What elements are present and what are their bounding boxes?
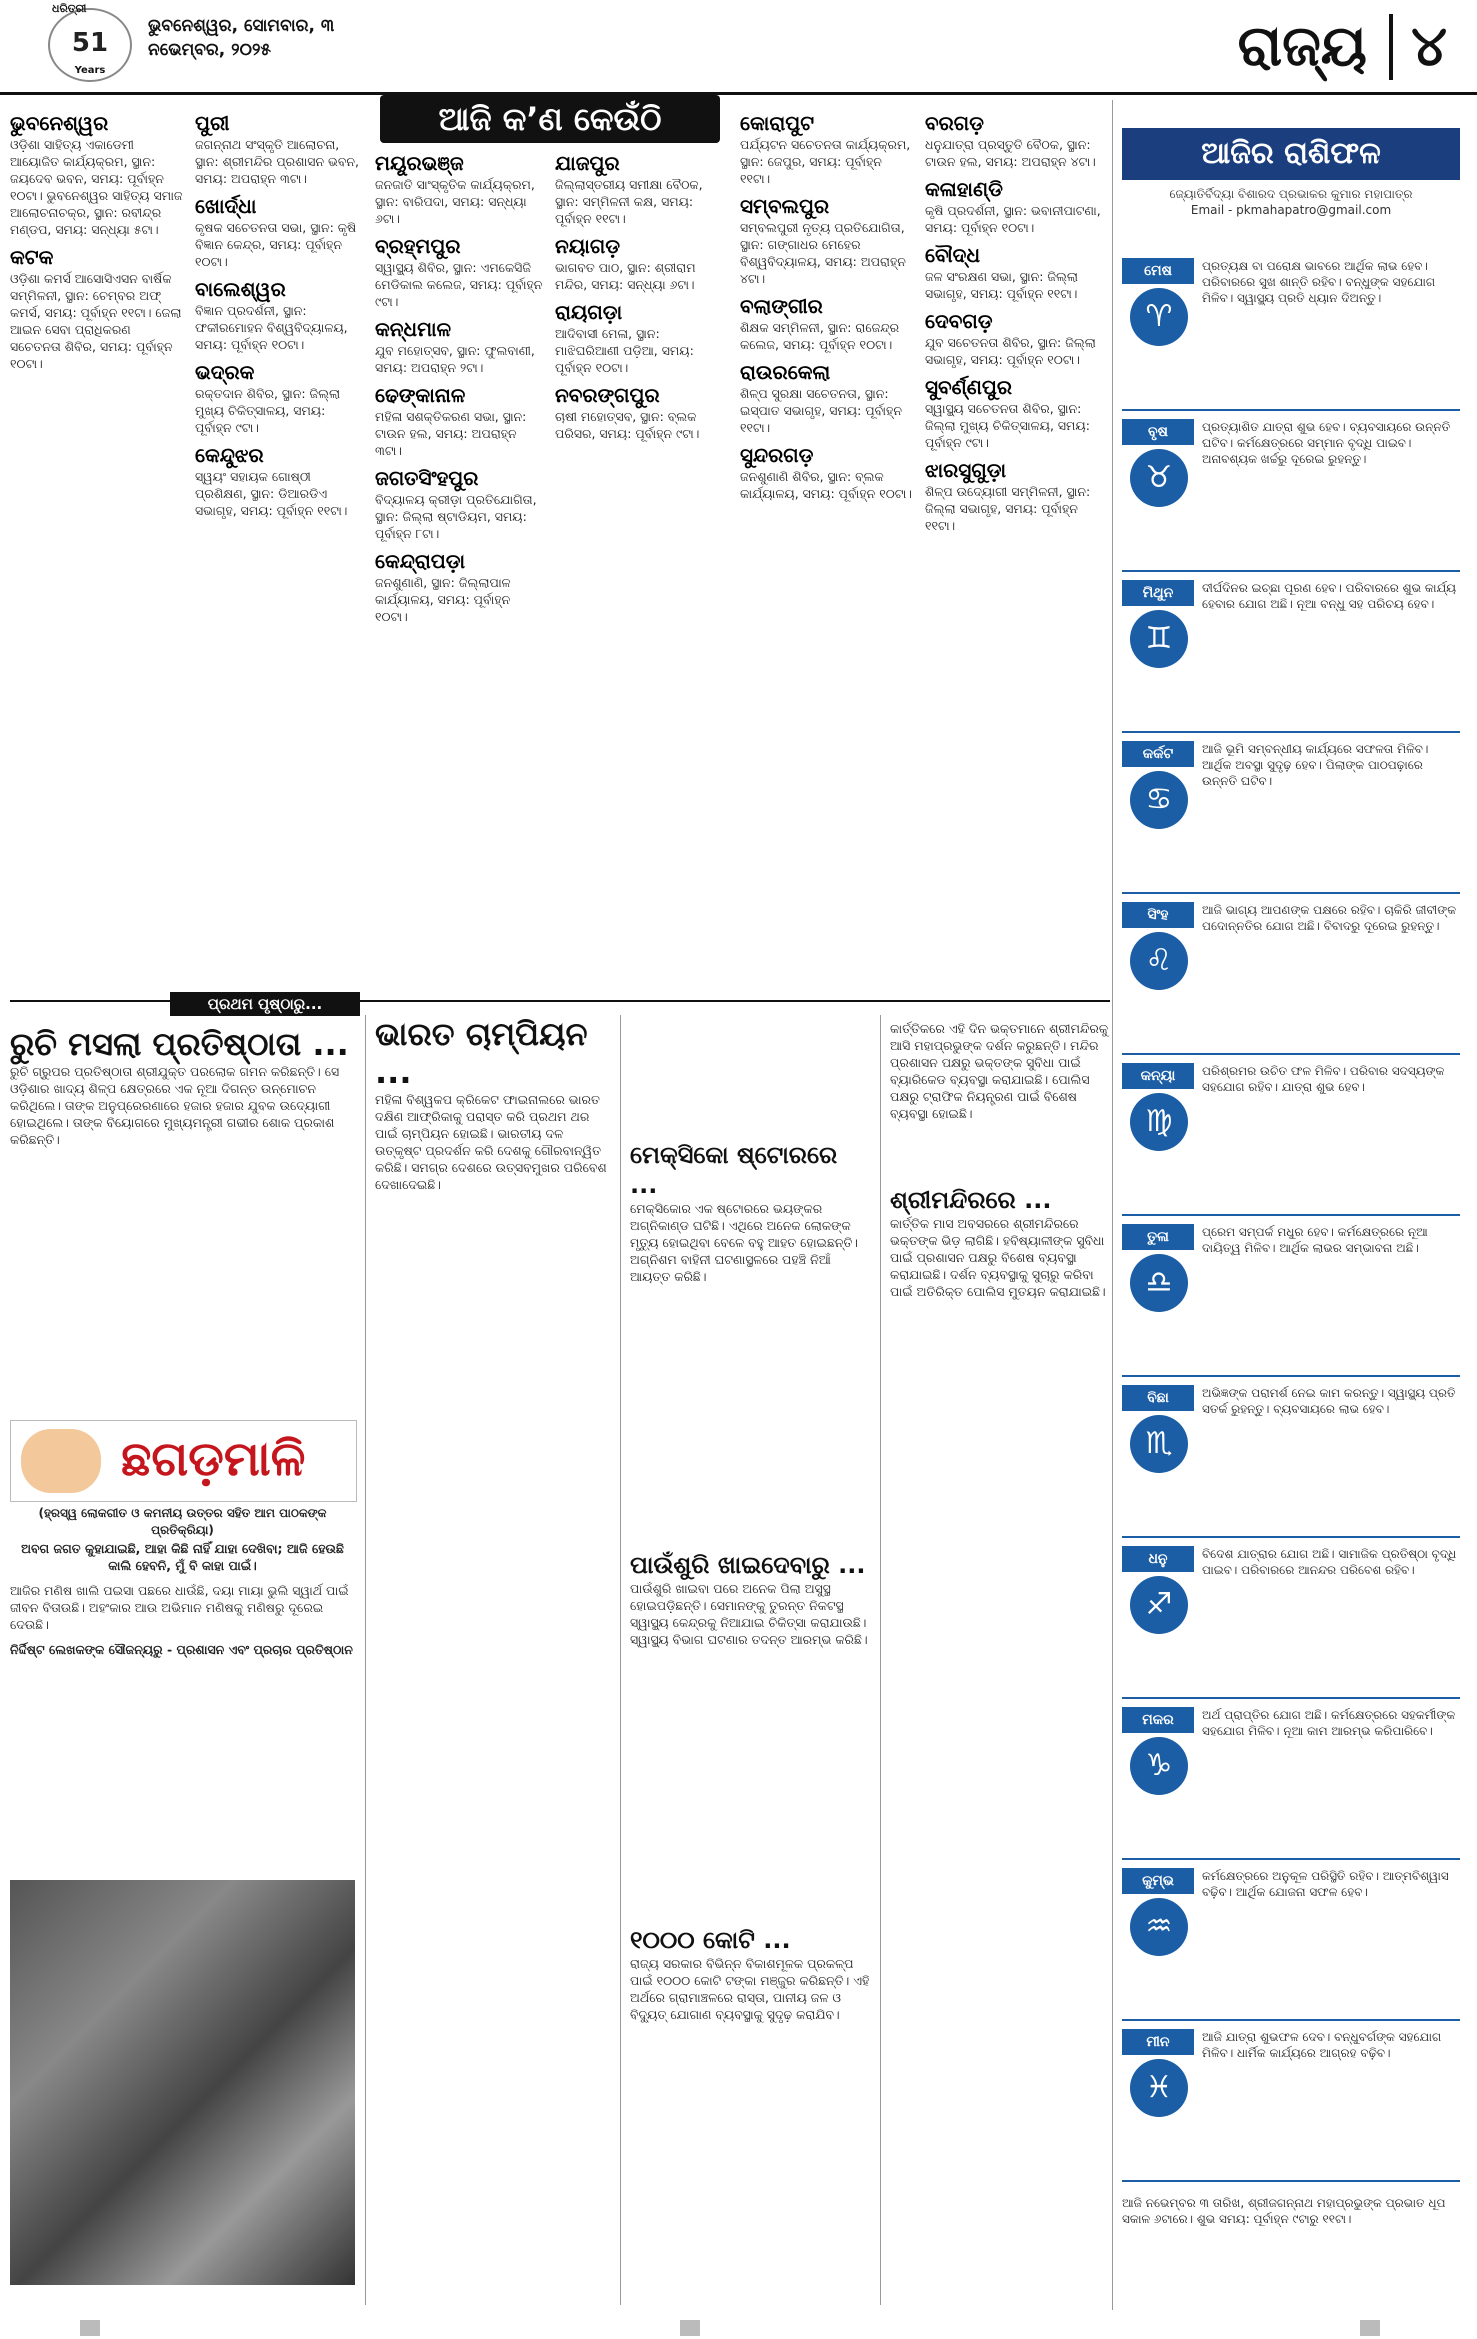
article-body: ରାଜ୍ୟ ସରକାର ବିଭିନ୍ନ ବିକାଶମୂଳକ ପ୍ରକଳ୍ପ ପାଇଁ ୧୦୦୦ କୋଟି ଟଙ୍କା ମଞ୍ଜୁର କରିଛନ୍ତି। ଏହି ଅର୍ଥରେ ଗ୍ରାମାଞ୍ଚଳରେ ରାସ୍ତା, ପାନୀୟ ଜଳ ଓ ବିଦ୍ୟୁତ୍ ଯୋଗାଣ ବ୍ୟବସ୍ଥାକୁ ସୁଦୃଢ଼ କରାଯିବ। [630, 1956, 870, 2022]
zodiac-sign-name: ମୀନ [1122, 2029, 1194, 2055]
logo-number: 51 [71, 28, 109, 58]
astrologer-name: ଜ୍ୟୋତିର୍ବିଦ୍ୟା ବିଶାରଦ ପ୍ରଭାକର କୁମାର ମହାପାତ୍ର [1169, 187, 1413, 201]
events-col-4 [555, 150, 725, 442]
event-heading: କେନ୍ଦୁଝର [195, 443, 264, 467]
zodiac-forecast: ଆଜି ଯାତ୍ରା ଶୁଭଫଳ ଦେବ। ବନ୍ଧୁବର୍ଗଙ୍କ ସହଯୋଗ ମିଳିବ। ଧାର୍ମିକ କାର୍ଯ୍ୟରେ ଆଗ୍ରହ ବଢ଼ିବ। [1202, 2030, 1442, 2060]
zodiac-symbol-icon: ♊ [1130, 610, 1188, 668]
rashifal-title: ଆଜିର ରାଶିଫଳ [1122, 128, 1460, 180]
event-body: ବିଜ୍ଞାନ ପ୍ରଦର୍ଶନୀ, ସ୍ଥାନ: ଫକୀରମୋହନ ବିଶ୍ୱବିଦ୍ୟାଳୟ, ସମୟ: ପୂର୍ବାହ୍ନ ୧୦ଟା। [195, 303, 348, 352]
zodiac-separator [1122, 1375, 1460, 1377]
article-koti [630, 1925, 870, 2023]
zodiac-sign-name: ବିଛା [1122, 1385, 1194, 1411]
event-heading: ମୟୂରଭଞ୍ଜ [375, 151, 464, 175]
event-body: ଶିକ୍ଷକ ସମ୍ମିଳନୀ, ସ୍ଥାନ: ରାଜେନ୍ଦ୍ର କଲେଜ, ସମୟ: ପୂର୍ବାହ୍ନ ୧୦ଟା। [740, 320, 900, 352]
event-heading: ବଲାଙ୍ଗୀର [740, 294, 823, 318]
article-title: ଭାରତ ଚାମ୍ପିୟନ ... [375, 1015, 588, 1091]
zodiac-forecast: ଦୀର୍ଘଦିନର ଇଚ୍ଛା ପୂରଣ ହେବ। ପରିବାରରେ ଶୁଭ କାର୍ଯ୍ୟ ହେବାର ଯୋଗ ଅଛି। ନୂଆ ବନ୍ଧୁ ସହ ପରିଚୟ ହେବ। [1202, 581, 1457, 611]
zodiac-symbol-icon: ♏ [1130, 1415, 1188, 1473]
event-body: ଆଦିବାସୀ ମେଳା, ସ୍ଥାନ: ମାଝିଘରିଆଣୀ ପଡ଼ିଆ, ସମୟ: ପୂର୍ବାହ୍ନ ୧୦ଟା। [555, 326, 694, 375]
almanac: ଆଜି ନଭେମ୍ବର ୩ ତାରିଖ, ଶ୍ରୀଜଗନ୍ନାଥ ମହାପ୍ରଭୁଙ୍କ ପ୍ରଭାତ ଧୂପ ସକାଳ ୬ଟାରେ। ଶୁଭ ସମୟ: ପୂର୍ବାହ୍ନ ୯ଟାରୁ ୧୧ଟା। [1122, 2196, 1446, 2226]
newspaper-logo [48, 8, 132, 82]
zodiac-separator [1122, 1858, 1460, 1860]
article-mexico [630, 1140, 870, 1285]
event-body: ସ୍ୱାସ୍ଥ୍ୟ ଶିବିର, ସ୍ଥାନ: ଏମକେସିଜି ମେଡିକାଲ କଲେଜ, ସମୟ: ପୂର୍ବାହ୍ନ ୯ଟା। [375, 260, 543, 309]
zodiac-forecast: ପରିଶ୍ରମର ଉଚିତ ଫଳ ମିଳିବ। ପରିବାର ସଦସ୍ୟଙ୍କ ସହଯୋଗ ରହିବ। ଯାତ୍ରା ଶୁଭ ହେବ। [1202, 1064, 1445, 1094]
events-col-6 [925, 110, 1105, 534]
article-panthuri [630, 1550, 870, 1648]
events-banner: ଆଜି କ’ଣ କେଉଁଠି [380, 95, 720, 143]
zodiac-symbol-icon: ♑ [1130, 1737, 1188, 1795]
event-body: ଜିଲ୍ଲାସ୍ତରୀୟ ସମୀକ୍ଷା ବୈଠକ, ସ୍ଥାନ: ସମ୍ମିଳନୀ କକ୍ଷ, ସମୟ: ପୂର୍ବାହ୍ନ ୧୧ଟା। [555, 177, 703, 226]
event-heading: ନବରଙ୍ଗପୁର [555, 383, 660, 407]
event-heading: ନୟାଗଡ଼ [555, 234, 621, 258]
article-ruchi [10, 1025, 355, 1148]
zodiac-sign-name: ସିଂହ [1122, 902, 1194, 928]
zodiac-separator [1122, 892, 1460, 894]
zodiac-sign-name: ତୁଳା [1122, 1224, 1194, 1250]
event-heading: ବାଲେଶ୍ୱର [195, 277, 286, 301]
event-heading: ରାଉରକେଲା [740, 360, 831, 384]
column-rule [620, 1015, 621, 2305]
zodiac-forecast: ପ୍ରତ୍ୟାଶିତ ଯାତ୍ରା ଶୁଭ ହେବ। ବ୍ୟବସାୟରେ ଉନ୍ନତି ଘଟିବ। କର୍ମକ୍ଷେତ୍ରରେ ସମ୍ମାନ ବୃଦ୍ଧି ପାଇବ। ଅନାବଶ୍ୟକ ଖର୍ଚ୍ଚରୁ ଦୂରେଇ ରୁହନ୍ତୁ। [1202, 420, 1451, 466]
zodiac-separator [1122, 1536, 1460, 1538]
zodiac-forecast: କର୍ମକ୍ଷେତ୍ରରେ ଅନୁକୂଳ ପରିସ୍ଥିତି ରହିବ। ଆତ୍ମବିଶ୍ୱାସ ବଢ଼ିବ। ଆର୍ଥିକ ଯୋଜନା ସଫଳ ହେବ। [1202, 1869, 1449, 1899]
satellite-image [10, 1880, 355, 2285]
article-champion [375, 1015, 610, 1193]
continued-label: ପ୍ରଥମ ପୃଷ୍ଠାରୁ... [170, 992, 360, 1016]
zodiac-sign-name: ମେଷ [1122, 258, 1194, 284]
event-body: ସମ୍ବଲପୁରୀ ନୃତ୍ୟ ପ୍ରତିଯୋଗିତା, ସ୍ଥାନ: ଗଙ୍ଗାଧର ମେହେର ବିଶ୍ୱବିଦ୍ୟାଳୟ, ସମୟ: ଅପରାହ୍ନ ୪ଟା। [740, 220, 906, 286]
chagamali-footer: ନିର୍ଦ୍ଦିଷ୍ଟ ଲେଖକଙ୍କ ସୌଜନ୍ୟରୁ - ପ୍ରଶାସନ ଏବଂ ପ୍ରଚାର ପ୍ରତିଷ୍ଠାନ [10, 1642, 353, 1657]
event-heading: ଜଗତସିଂହପୁର [375, 466, 479, 490]
zodiac-separator [1122, 2019, 1460, 2021]
event-heading: ଝାରସୁଗୁଡ଼ା [925, 458, 1007, 482]
event-body: ସ୍ୱୟଂ ସହାୟକ ଗୋଷ୍ଠୀ ପ୍ରଶିକ୍ଷଣ, ସ୍ଥାନ: ଡିଆରଡିଏ ସଭାଗୃହ, ସମୟ: ପୂର୍ବାହ୍ନ ୧୧ଟା। [195, 469, 348, 518]
zodiac-symbol-icon: ♈ [1130, 288, 1188, 346]
chagamali-body [10, 1540, 355, 1658]
cartoon-face-icon [21, 1429, 101, 1493]
article-right-col: କାର୍ତ୍ତିକରେ ଏହି ଦିନ ଭକ୍ତମାନେ ଶ୍ରୀମନ୍ଦିରକୁ ଆସି ମହାପ୍ରଭୁଙ୍କ ଦର୍ଶନ କରୁଛନ୍ତି। ମନ୍ଦିର ପ୍ରଶାସନ ପକ୍ଷରୁ ଭକ୍ତଙ୍କ ସୁବିଧା ପାଇଁ ବ୍ୟାରିକେଡ ବ୍ୟବସ୍ଥା କରାଯାଇଛି। ପୋଲିସ ପକ୍ଷରୁ ଟ୍ରାଫିକ ନିୟନ୍ତ୍ରଣ ପାଇଁ ବିଶେଷ ବ୍ୟବସ୍ଥା ହୋଇଛି। [890, 1021, 1109, 1121]
chagamali-verse: ଅବଗ ଜଗତ କୁହାଯାଇଛି, ଆହା କିଛି ନାହିଁ ଯାହା ଦେଖିବା; ଆଜି ହେଉଛି କାଲି ହେବନି, ମୁଁ ବି କାହା ପାଇଁ। [21, 1541, 344, 1573]
event-body: ଶିଳ୍ପ ସୁରକ୍ଷା ସଚେତନତା, ସ୍ଥାନ: ଇସ୍ପାତ ସଭାଗୃହ, ସମୟ: ପୂର୍ବାହ୍ନ ୧୧ଟା। [740, 386, 902, 435]
column-rule [365, 1015, 366, 2305]
event-heading: କନ୍ଧମାଳ [375, 317, 452, 341]
article-title: ମେକ୍ସିକୋ ଷ୍ଟୋରରେ ... [630, 1141, 838, 1199]
zodiac-symbol-icon: ♓ [1130, 2059, 1188, 2117]
zodiac-sign-name: ଧନୁ [1122, 1546, 1194, 1572]
zodiac-sign-name: ମକର [1122, 1707, 1194, 1733]
zodiac-forecast: ଆଜି ଭୂମି ସମ୍ବନ୍ଧୀୟ କାର୍ଯ୍ୟରେ ସଫଳତା ମିଳିବ। ଆର୍ଥିକ ଅବସ୍ଥା ସୁଦୃଢ଼ ହେବ। ପିଲାଙ୍କ ପାଠପଢ଼ାରେ ଉନ୍ନତି ଘଟିବ। [1202, 742, 1429, 788]
article-body: ମହିଳା ବିଶ୍ୱକପ କ୍ରିକେଟ ଫାଇନାଲରେ ଭାରତ ଦକ୍ଷିଣ ଆଫ୍ରିକାକୁ ପରାସ୍ତ କରି ପ୍ରଥମ ଥର ପାଇଁ ଚାମ୍ପିୟନ ହୋଇଛି। ଭାରତୀୟ ଦଳ ଉତ୍କୃଷ୍ଟ ପ୍ରଦର୍ଶନ କରି ଦେଶକୁ ଗୌରବାନ୍ୱିତ କରିଛି। ସମଗ୍ର ଦେଶରେ ଉତ୍ସବମୁଖର ପରିବେଶ ଦେଖାଦେଇଛି। [375, 1092, 607, 1192]
event-body: ସ୍ୱାସ୍ଥ୍ୟ ସଚେତନତା ଶିବିର, ସ୍ଥାନ: ଜିଲ୍ଲା ମୁଖ୍ୟ ଚିକିତ୍ସାଳୟ, ସମୟ: ପୂର୍ବାହ୍ନ ୯ଟା। [925, 401, 1090, 450]
zodiac-symbol-icon: ♒ [1130, 1898, 1188, 1956]
event-heading: ବ୍ରହ୍ମପୁର [375, 234, 461, 258]
column-rule [1112, 100, 1113, 2310]
event-body: ଭାଗବତ ପାଠ, ସ୍ଥାନ: ଶ୍ରୀରାମ ମନ୍ଦିର, ସମୟ: ସନ୍ଧ୍ୟା ୬ଟା। [555, 260, 696, 292]
event-heading: ବୌଦ୍ଧ [925, 243, 980, 267]
zodiac-symbol-icon: ♎ [1130, 1254, 1188, 1312]
column-rule [880, 1015, 881, 2305]
reg-mark [680, 2320, 700, 2336]
events-col-1 [10, 110, 185, 372]
event-body: କୃଷକ ସଚେତନତା ସଭା, ସ୍ଥାନ: କୃଷି ବିଜ୍ଞାନ କେନ୍ଦ୍ର, ସମୟ: ପୂର୍ବାହ୍ନ ୧୦ଟା। [195, 220, 357, 269]
article-body: କାର୍ତ୍ତିକ ମାସ ଅବସରରେ ଶ୍ରୀମନ୍ଦିରରେ ଭକ୍ତଙ୍କ ଭିଡ଼ ଲାଗିଛି। ହବିଷ୍ୟାଳୀଙ୍କ ସୁବିଧା ପାଇଁ ପ୍ରଶାସନ ପକ୍ଷରୁ ବିଶେଷ ବ୍ୟବସ୍ଥା କରାଯାଇଛି। ଦର୍ଶନ ବ୍ୟବସ୍ଥାକୁ ସୁଚାରୁ କରିବା ପାଇଁ ଅତିରିକ୍ତ ପୋଲିସ ମୁତୟନ କରାଯାଇଛି। [890, 1216, 1106, 1299]
zodiac-separator [1122, 570, 1460, 572]
event-body: ଓଡ଼ିଶା ସାହିତ୍ୟ ଏକାଡେମୀ ଆୟୋଜିତ କାର୍ଯ୍ୟକ୍ରମ, ସ୍ଥାନ: ଜୟଦେବ ଭବନ, ସମୟ: ପୂର୍ବାହ୍ନ ୧୦ଟା। ଭୁବନେଶ୍ୱର ସାହିତ୍ୟ ସମାଜ ଆଲୋଚନାଚକ୍ର, ସ୍ଥାନ: ରବୀନ୍ଦ୍ର ମଣ୍ଡପ, ସମୟ: ସନ୍ଧ୍ୟା ୫ଟା। [10, 137, 183, 237]
zodiac-sign-name: ମିଥୁନ [1122, 580, 1194, 606]
zodiac-separator [1122, 731, 1460, 733]
chagamali-title: ଛଗଡ଼ମାଳି [121, 1431, 306, 1487]
event-body: ଓଡ଼ିଶା କମର୍ସ ଆସୋସିଏସନ ବାର୍ଷିକ ସମ୍ମିଳନୀ, ସ୍ଥାନ: ଚେମ୍ବର ଅଫ୍ କମର୍ସ, ସମୟ: ପୂର୍ବାହ୍ନ ୧୧ଟା। ଜେଲା ଆଇନ ସେବା ପ୍ରାଧିକରଣ ସଚେତନତା ଶିବିର, ସମୟ: ପୂର୍ବାହ୍ନ ୧୦ଟା। [10, 271, 182, 371]
astrologer-email: Email - pkmahapatro@gmail.com [1190, 203, 1392, 217]
event-heading: ଭଦ୍ରକ [195, 360, 255, 384]
logo-text: ଧରିତ୍ରୀ [52, 2, 87, 15]
event-heading: ପୁରୀ [195, 111, 230, 135]
reg-mark [80, 2320, 100, 2336]
rashifal-byline [1122, 186, 1460, 218]
article-title: ପାଉଁଶୁରି ଖାଇଦେବାରୁ ... [630, 1551, 866, 1579]
events-col-3 [375, 150, 545, 625]
event-heading: କେନ୍ଦ୍ରାପଡ଼ା [375, 549, 466, 573]
zodiac-symbol-icon: ♋ [1130, 771, 1188, 829]
event-body: ଯୁବ ସଚେତନତା ଶିବିର, ସ୍ଥାନ: ଜିଲ୍ଲା ସଭାଗୃହ, ସମୟ: ପୂର୍ବାହ୍ନ ୧୦ଟା। [925, 335, 1096, 367]
event-heading: ଦେବଗଡ଼ [925, 309, 993, 333]
event-body: କୃଷି ପ୍ରଦର୍ଶନୀ, ସ୍ଥାନ: ଭବାନୀପାଟଣା, ସମୟ: ପୂର୍ବାହ୍ନ ୧୦ଟା। [925, 203, 1101, 235]
zodiac-symbol-icon: ♍ [1130, 1093, 1188, 1151]
zodiac-sign-name: ବୃଷ [1122, 419, 1194, 445]
logo-years: Years [74, 65, 106, 76]
event-heading: ରାୟଗଡ଼ା [555, 300, 623, 324]
zodiac-separator [1122, 1053, 1460, 1055]
event-heading: ଖୋର୍ଦ୍ଧା [195, 194, 257, 218]
events-col-5 [740, 110, 915, 502]
zodiac-sign-name: କର୍କଟ [1122, 741, 1194, 767]
zodiac-forecast: ଅଭିଜ୍ଞଙ୍କ ପରାମର୍ଶ ନେଇ କାମ କରନ୍ତୁ। ସ୍ୱାସ୍ଥ୍ୟ ପ୍ରତି ସତର୍କ ରୁହନ୍ତୁ। ବ୍ୟବସାୟରେ ଲାଭ ହେବ। [1202, 1386, 1456, 1416]
article-body: ମେକ୍ସିକୋର ଏକ ଷ୍ଟୋରରେ ଭୟଙ୍କର ଅଗ୍ନିକାଣ୍ଡ ଘଟିଛି। ଏଥିରେ ଅନେକ ଲୋକଙ୍କ ମୃତ୍ୟୁ ହୋଇଥିବା ବେଳେ ବହୁ ଆହତ ହୋଇଛନ୍ତି। ଅଗ୍ନିଶମ ବାହିନୀ ଘଟଣାସ୍ଥଳରେ ପହଞ୍ଚି ନିଆଁ ଆୟତ୍ତ କରିଛି। [630, 1201, 859, 1284]
event-body: ଜଗନ୍ନାଥ ସଂସ୍କୃତି ଆଲୋଚନା, ସ୍ଥାନ: ଶ୍ରୀମନ୍ଦିର ପ୍ରଶାସନ ଭବନ, ସମୟ: ଅପରାହ୍ନ ୩ଟା। [195, 137, 359, 186]
event-heading: କଟକ [10, 245, 54, 269]
event-heading: ଢେଙ୍କାନାଳ [375, 383, 466, 407]
zodiac-separator [1122, 1697, 1460, 1699]
event-body: ଜନଜାତି ସାଂସ୍କୃତିକ କାର୍ଯ୍ୟକ୍ରମ, ସ୍ଥାନ: ବାରିପଦା, ସମୟ: ସନ୍ଧ୍ୟା ୬ଟା। [375, 177, 535, 226]
event-body: ରକ୍ତଦାନ ଶିବିର, ସ୍ଥାନ: ଜିଲ୍ଲା ମୁଖ୍ୟ ଚିକିତ୍ସାଳୟ, ସମୟ: ପୂର୍ବାହ୍ନ ୯ଟା। [195, 386, 341, 435]
zodiac-separator [1122, 2180, 1460, 2182]
zodiac-forecast: ବିଦେଶ ଯାତ୍ରାର ଯୋଗ ଅଛି। ସାମାଜିକ ପ୍ରତିଷ୍ଠା ବୃଦ୍ଧି ପାଇବ। ପରିବାରରେ ଆନନ୍ଦର ପରିବେଶ ରହିବ। [1202, 1547, 1457, 1577]
event-heading: କଳାହାଣ୍ଡି [925, 177, 1003, 201]
article-body: ପାଉଁଶୁରି ଖାଇବା ପରେ ଅନେକ ପିଲା ଅସୁସ୍ଥ ହୋଇପଡ଼ିଛନ୍ତି। ସେମାନଙ୍କୁ ତୁରନ୍ତ ନିକଟସ୍ଥ ସ୍ୱାସ୍ଥ୍ୟ କେନ୍ଦ୍ରକୁ ନିଆଯାଇ ଚିକିତ୍ସା କରାଯାଉଛି। ସ୍ୱାସ୍ଥ୍ୟ ବିଭାଗ ଘଟଣାର ତଦନ୍ତ ଆରମ୍ଭ କରିଛି। [630, 1581, 868, 1647]
event-body: ଯୁବ ମହୋତ୍ସବ, ସ୍ଥାନ: ଫୁଲବାଣୀ, ସମୟ: ଅପରାହ୍ନ ୨ଟା। [375, 343, 535, 375]
event-body: ବିଦ୍ୟାଳୟ କ୍ରୀଡ଼ା ପ୍ରତିଯୋଗିତା, ସ୍ଥାନ: ଜିଲ୍ଲା ଷ୍ଟାଡିୟମ, ସମୟ: ପୂର୍ବାହ୍ନ ୮ଟା। [375, 492, 537, 541]
zodiac-symbol-icon: ♐ [1130, 1576, 1188, 1634]
event-body: ଜନଶୁଣାଣି ଶିବିର, ସ୍ଥାନ: ବ୍ଲକ କାର୍ଯ୍ୟାଳୟ, ସମୟ: ପୂର୍ବାହ୍ନ ୧୦ଟା। [740, 469, 912, 501]
zodiac-separator [1122, 409, 1460, 411]
section-title: ରାଜ୍ୟ [1237, 14, 1367, 79]
zodiac-symbol-icon: ♌ [1130, 932, 1188, 990]
page-number: ୪ [1389, 14, 1447, 80]
zodiac-sign-name: କୁମ୍ଭ [1122, 1868, 1194, 1894]
zodiac-symbol-icon: ♉ [1130, 449, 1188, 507]
article-title: ଶ୍ରୀମନ୍ଦିରରେ ... [890, 1186, 1052, 1214]
event-heading: ସୁବର୍ଣ୍ଣପୁର [925, 375, 1013, 399]
event-heading: କୋରାପୁଟ [740, 111, 815, 135]
zodiac-forecast: ଆଜି ଭାଗ୍ୟ ଆପଣଙ୍କ ପକ୍ଷରେ ରହିବ। ଚାକିରି ଜୀବୀଙ୍କ ପଦୋନ୍ନତିର ଯୋଗ ଅଛି। ବିବାଦରୁ ଦୂରେଇ ରୁହନ୍ତୁ। [1202, 903, 1457, 933]
event-heading: ସୁନ୍ଦରଗଡ଼ [740, 443, 814, 467]
article-body: ରୁଚି ଗ୍ରୁପର ପ୍ରତିଷ୍ଠାତା ଶ୍ରୀଯୁକ୍ତ ପରଲୋକ ଗମନ କରିଛନ୍ତି। ସେ ଓଡ଼ିଶାର ଖାଦ୍ୟ ଶିଳ୍ପ କ୍ଷେତ୍ରରେ ଏକ ନୂଆ ଦିଗନ୍ତ ଉନ୍ମୋଚନ କରିଥିଲେ। ତାଙ୍କ ଅନୁପ୍ରେରଣାରେ ହଜାର ହଜାର ଯୁବକ ଉଦ୍ୟୋଗୀ ହୋଇଥିଲେ। ତାଙ୍କ ବିୟୋଗରେ ମୁଖ୍ୟମନ୍ତ୍ରୀ ଗଭୀର ଶୋକ ପ୍ରକାଶ କରିଛନ୍ତି। [10, 1064, 340, 1147]
event-body: ଚାଷୀ ମହୋତ୍ସବ, ସ୍ଥାନ: ବ୍ଲକ ପରିସର, ସମୟ: ପୂର୍ବାହ୍ନ ୯ଟା। [555, 409, 700, 441]
event-body: ଜନଶୁଣାଣି, ସ୍ଥାନ: ଜିଲ୍ଲାପାଳ କାର୍ଯ୍ୟାଳୟ, ସମୟ: ପୂର୍ବାହ୍ନ ୧୦ଟା। [375, 575, 511, 624]
reg-mark [1360, 2320, 1380, 2336]
article-title: ରୁଚି ମସଲା ପ୍ରତିଷ୍ଠାତା ... [10, 1025, 349, 1063]
zodiac-separator [1122, 1214, 1460, 1216]
chagamali-caption: (ହ୍ରସ୍ୱ ଲୋକଗୀତ ଓ କମନୀୟ ଉତ୍ତର ସହିତ ଆମ ପାଠକଙ୍କ ପ୍ରତିକ୍ରିୟା) [38, 1506, 327, 1537]
event-heading: ଯାଜପୁର [555, 151, 620, 175]
zodiac-sign-name: କନ୍ୟା [1122, 1063, 1194, 1089]
chagamali-text: ଆଜିର ମଣିଷ ଖାଲି ପଇସା ପଛରେ ଧାଉଁଛି, ଦୟା ମାୟା ଭୁଲି ସ୍ୱାର୍ଥ ପାଇଁ ଜୀବନ ବିତାଉଛି। ଅହଂକାର ଆଉ ଅଭିମାନ ମଣିଷକୁ ମଣିଷରୁ ଦୂରେଇ ଦେଉଛି। [10, 1583, 349, 1632]
article-title: ୧୦୦୦ କୋଟି ... [630, 1926, 791, 1954]
zodiac-forecast: ପ୍ରେମ ସମ୍ପର୍କ ମଧୁର ହେବ। କର୍ମକ୍ଷେତ୍ରରେ ନୂଆ ଦାୟିତ୍ୱ ମିଳିବ। ଆର୍ଥିକ ଲାଭର ସମ୍ଭାବନା ଅଛି। [1202, 1225, 1428, 1255]
article-srimandir [890, 1185, 1110, 1300]
event-body: ଶିଳ୍ପ ଉଦ୍ୟୋଗୀ ସମ୍ମିଳନୀ, ସ୍ଥାନ: ଜିଲ୍ଲା ସଭାଗୃହ, ସମୟ: ପୂର୍ବାହ୍ନ ୧୧ଟା। [925, 484, 1091, 533]
event-heading: ବରଗଡ଼ [925, 111, 984, 135]
event-body: ମହିଳା ସଶକ୍ତିକରଣ ସଭା, ସ୍ଥାନ: ଟାଉନ ହଲ, ସମୟ: ଅପରାହ୍ନ ୩ଟା। [375, 409, 527, 458]
event-heading: ଭୁବନେଶ୍ୱର [10, 111, 109, 135]
zodiac-forecast: ପ୍ରତ୍ୟକ୍ଷ ବା ପରୋକ୍ଷ ଭାବରେ ଆର୍ଥିକ ଲାଭ ହେବ। ପରିବାରରେ ସୁଖ ଶାନ୍ତି ରହିବ। ବନ୍ଧୁଙ୍କ ସହଯୋଗ ମିଳିବ। ସ୍ୱାସ୍ଥ୍ୟ ପ୍ରତି ଧ୍ୟାନ ଦିଅନ୍ତୁ। [1202, 259, 1436, 305]
event-body: ଜଳ ସଂରକ୍ଷଣ ସଭା, ସ୍ଥାନ: ଜିଲ୍ଲା ସଭାଗୃହ, ସମୟ: ପୂର୍ବାହ୍ନ ୧୧ଟା। [925, 269, 1079, 301]
zodiac-forecast: ଅର୍ଥ ପ୍ରାପ୍ତିର ଯୋଗ ଅଛି। କର୍ମକ୍ଷେତ୍ରରେ ସହକର୍ମୀଙ୍କ ସହଯୋଗ ମିଳିବ। ନୂଆ କାମ ଆରମ୍ଭ କରିପାରିବେ। [1202, 1708, 1456, 1738]
events-col-2 [195, 110, 365, 519]
header-rule [0, 92, 1477, 95]
dateline: ଭୁବନେଶ୍ୱର, ସୋମବାର, ୩ ନଭେମ୍ବର, ୨୦୨୫ [148, 16, 335, 60]
event-body: ପର୍ଯ୍ୟଟନ ସଚେତନତା କାର୍ଯ୍ୟକ୍ରମ, ସ୍ଥାନ: ଜେପୁର, ସମୟ: ପୂର୍ବାହ୍ନ ୧୧ଟା। [740, 137, 911, 186]
event-heading: ସମ୍ବଲପୁର [740, 194, 830, 218]
event-body: ଧନୁଯାତ୍ରା ପ୍ରସ୍ତୁତି ବୈଠକ, ସ୍ଥାନ: ଟାଉନ ହଲ, ସମୟ: ଅପରାହ୍ନ ୪ଟା। [925, 137, 1096, 169]
chagamali-box [10, 1420, 357, 1502]
